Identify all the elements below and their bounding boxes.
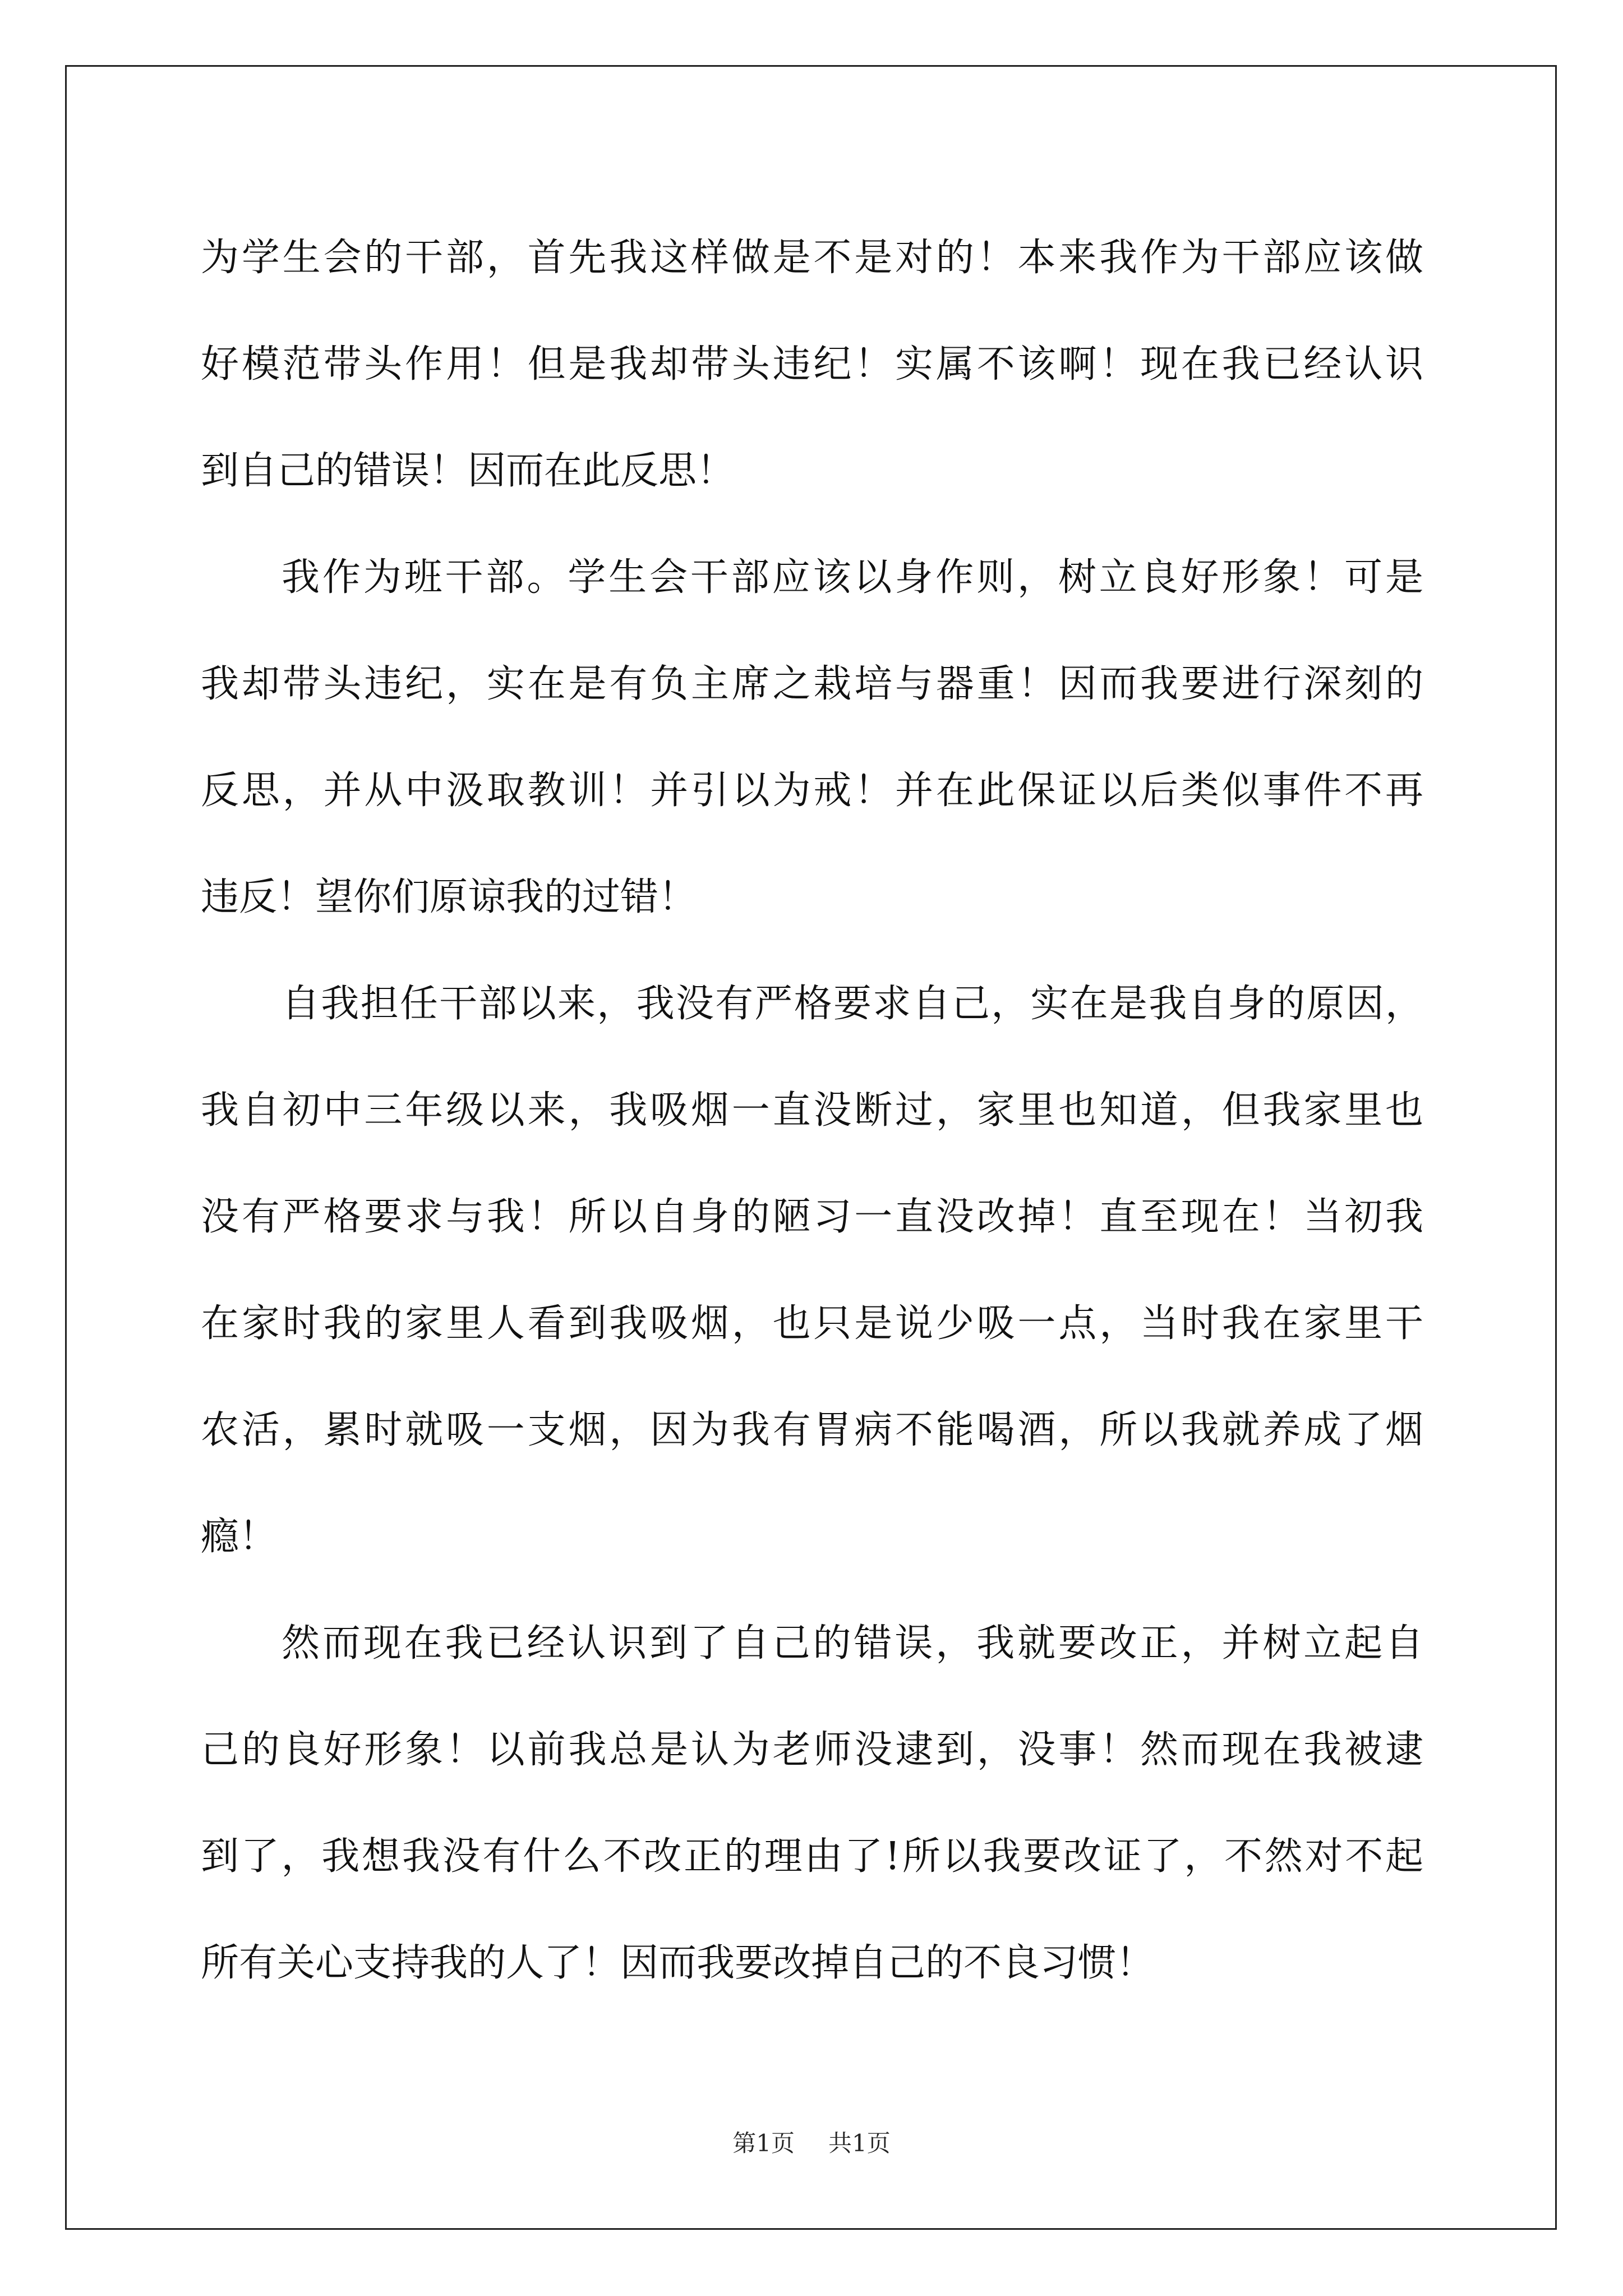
text-line-content: 在家时我的家里人看到我吸烟，也只是说少吸一点，当时我在家里干 [201, 1301, 1423, 1346]
text-line [201, 1377, 1423, 1484]
document-body [201, 205, 1423, 2017]
text-line-content: 为学生会的干部，首先我这样做是不是对的！本来我作为干部应该做 [201, 236, 1423, 280]
text-line-content: 没有严格要求与我！所以自身的陋习一直没改掉！直至现在！当初我 [201, 1195, 1423, 1239]
text-line [201, 311, 1423, 418]
text-line [201, 524, 1423, 631]
page-total: 共1页 [828, 2129, 891, 2157]
text-line-content: 到了，我想我没有什么不改正的理由了!所以我要改证了，不然对不起 [201, 1834, 1423, 1879]
text-line [201, 205, 1423, 311]
text-line-content: 反思，并从中汲取教训！并引以为戒！并在此保证以后类似事件不再 [201, 769, 1423, 813]
text-line-content: 瘾！ [201, 1515, 278, 1559]
text-line-content: 然而现在我已经认识到了自己的错误，我就要改正，并树立起自 [282, 1621, 1423, 1665]
text-line [201, 844, 1423, 951]
text-line-content: 己的良好形象！以前我总是认为老师没逮到，没事！然而现在我被逮 [201, 1728, 1423, 1772]
text-line [201, 631, 1423, 738]
text-line [201, 1484, 1423, 1590]
text-line [201, 1590, 1423, 1697]
text-line-content: 自我担任干部以来，我没有严格要求自己，实在是我自身的原因， [282, 982, 1423, 1026]
text-line [201, 951, 1423, 1057]
text-line [201, 1057, 1423, 1164]
text-line [201, 1910, 1423, 2017]
text-line [201, 1803, 1423, 1910]
text-line [201, 418, 1423, 524]
text-line-content: 到自己的错误！因而在此反思！ [201, 449, 735, 493]
text-line-content: 好模范带头作用！但是我却带头违纪！实属不该啊！现在我已经认识 [201, 342, 1423, 386]
text-line [201, 1164, 1423, 1271]
text-line-content: 我自初中三年级以来，我吸烟一直没断过，家里也知道，但我家里也 [201, 1088, 1423, 1133]
page-number: 第1页 [732, 2129, 795, 2157]
text-line-content: 我却带头违纪，实在是有负主席之栽培与器重！因而我要进行深刻的 [201, 662, 1423, 706]
text-line [201, 1271, 1423, 1377]
text-line-content: 我作为班干部。学生会干部应该以身作则，树立良好形象！可是 [282, 555, 1423, 600]
text-line-content: 违反！望你们原谅我的过错！ [201, 875, 697, 919]
text-line [201, 738, 1423, 844]
text-line [201, 1697, 1423, 1803]
text-line-content: 所有关心支持我的人了！因而我要改掉自己的不良习惯！ [201, 1941, 1155, 1985]
text-line-content: 农活，累时就吸一支烟，因为我有胃病不能喝酒，所以我就养成了烟 [201, 1408, 1423, 1452]
page-footer [0, 2125, 1623, 2159]
